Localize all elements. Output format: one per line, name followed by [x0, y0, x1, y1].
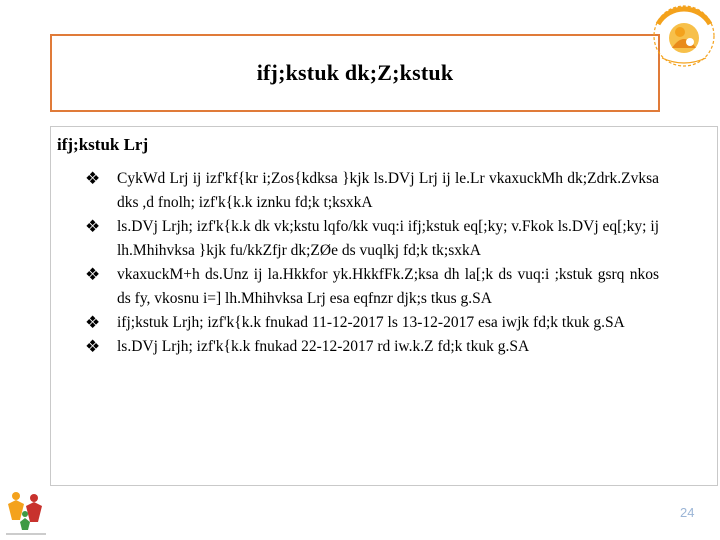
title-box [50, 34, 660, 112]
list-item [59, 167, 659, 215]
bullet-text: ls.DVj Lrjh; izf'k{k.k dk vk;kstu lqfo/kk vuq:i ifj;kstuk eq[;ky; v.Fkok ls.DVj eq[;ky; ij lh.Mhihvksa }kjk fu/kkZfjr dk;ZØe ds vuqlkj fd;k tk;sxkA [117, 218, 659, 259]
pmmvy-emblem-icon [640, 2, 718, 72]
bullet-text: ls.DVj Lrjh; izf'k{k.k fnukad 22-12-2017 rd iw.k.Z fd;k tkuk g.SA [117, 338, 530, 355]
diamond-bullet-icon: ❖ [85, 265, 101, 284]
content-box [50, 126, 718, 486]
list-item [59, 311, 659, 335]
section-heading: ifj;kstuk Lrj [57, 135, 149, 154]
list-item [59, 215, 659, 263]
bullet-text: ifj;kstuk Lrjh; izf'k{k.k fnukad 11-12-2017 ls 13-12-2017 esa iwjk fd;k tkuk g.SA [117, 314, 625, 331]
list-item [59, 263, 659, 311]
diamond-bullet-icon: ❖ [85, 313, 101, 332]
family-logo-icon [2, 486, 50, 538]
page-number: 24 [680, 505, 695, 520]
slide-title: ifj;kstuk dk;Z;kstuk [256, 60, 454, 85]
bullet-list [59, 167, 659, 359]
bullet-text: CykWd Lrj ij izf'kf{kr i;Zos{kdksa }kjk ls.DVj Lrj ij le.Lr vkaxuckMh dk;Zdrk.Zvksa dks ,d fnolh; izf'k{k.k iznku fd;k t;ksxkA [117, 170, 659, 211]
bullet-text: vkaxuckM+h ds.Unz ij la.Hkkfor yk.HkkfFk.Z;ksa dh la[;k ds vuq:i ;kstuk gsrq nkos ds fy, vkosnu i=] lh.Mhihvksa Lrj esa eqfnzr djk;s tkus g.SA [117, 266, 659, 307]
diamond-bullet-icon: ❖ [85, 337, 101, 356]
diamond-bullet-icon: ❖ [85, 217, 101, 236]
list-item [59, 335, 659, 359]
diamond-bullet-icon: ❖ [85, 169, 101, 188]
